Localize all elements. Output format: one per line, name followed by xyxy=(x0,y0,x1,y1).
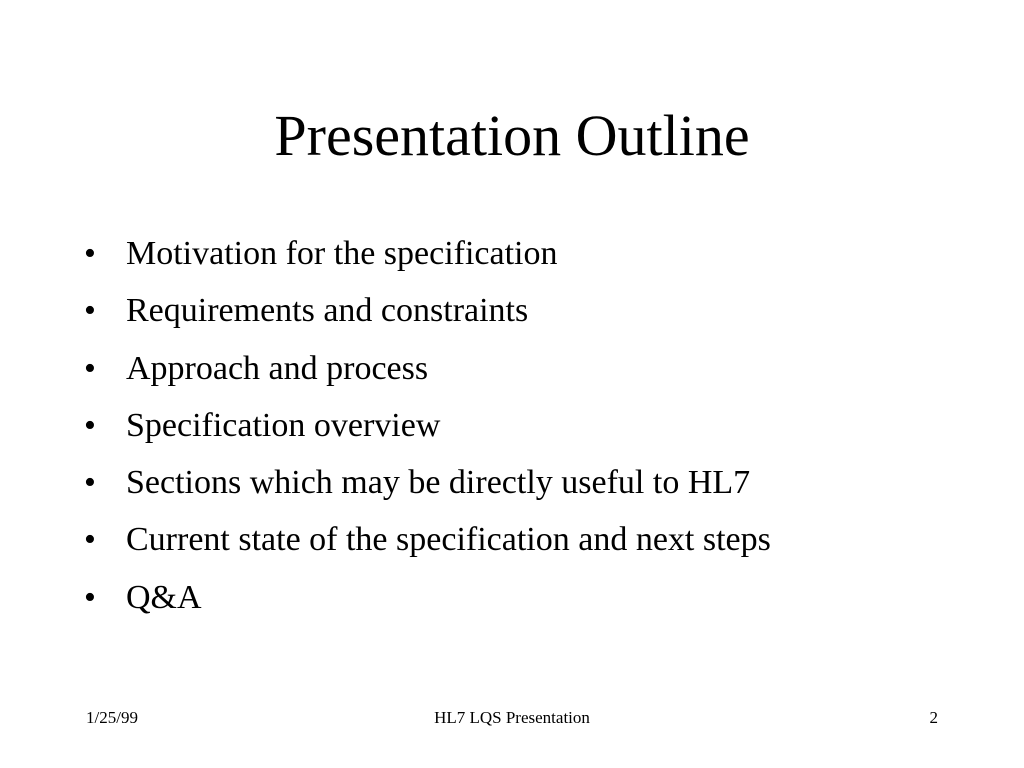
bullet-text: Requirements and constraints xyxy=(126,292,529,330)
bullet-icon: • xyxy=(84,578,96,616)
bullet-text: Sections which may be directly useful to HL7 xyxy=(126,464,751,502)
footer-page-number: 2 xyxy=(929,708,938,727)
bullet-icon: • xyxy=(84,235,96,272)
footer-title: HL7 LQS Presentation xyxy=(434,708,590,727)
bullet-item xyxy=(84,225,984,282)
bullet-text: Q&A xyxy=(126,578,202,616)
bullet-item xyxy=(84,569,984,626)
bullet-text: Approach and process xyxy=(126,349,429,387)
bullet-text: Motivation for the specification xyxy=(126,235,558,272)
bullet-text: Specification overview xyxy=(126,406,441,444)
bullet-list xyxy=(84,225,984,626)
bullet-text: Current state of the specification and next steps xyxy=(126,521,771,559)
bullet-icon: • xyxy=(84,349,96,387)
bullet-item xyxy=(84,397,984,454)
bullet-item xyxy=(84,282,984,339)
bullet-item xyxy=(84,511,984,568)
bullet-item xyxy=(84,340,984,397)
footer-date: 1/25/99 xyxy=(86,708,138,727)
bullet-icon: • xyxy=(84,406,96,444)
slide-title: Presentation Outline xyxy=(274,103,750,168)
bullet-item xyxy=(84,454,984,511)
bullet-icon: • xyxy=(84,464,96,502)
bullet-icon: • xyxy=(84,521,96,559)
bullet-icon: • xyxy=(84,292,96,330)
